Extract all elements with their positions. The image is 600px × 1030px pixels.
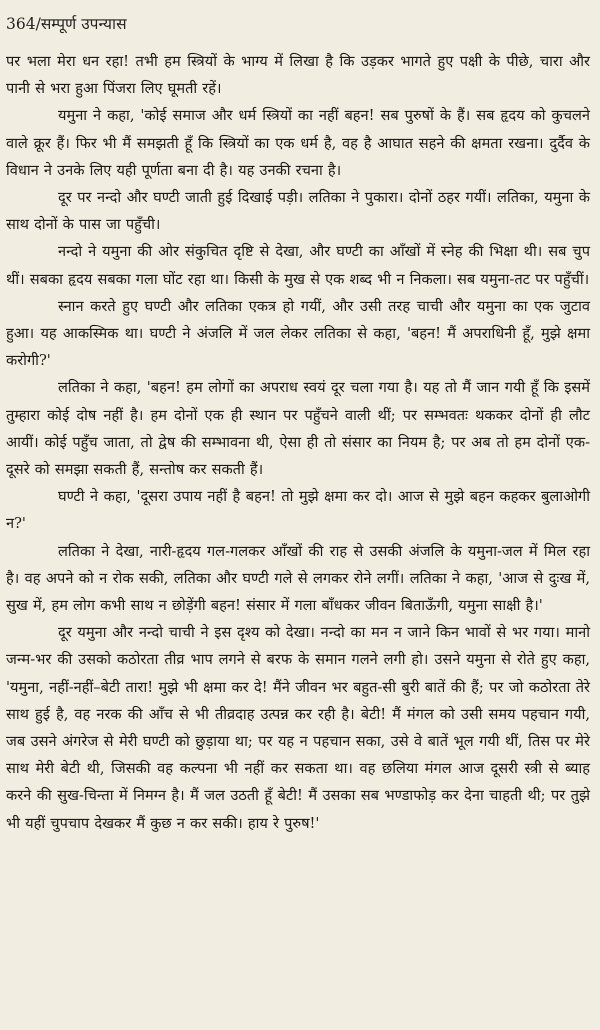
page-number: 364	[6, 15, 36, 33]
body-text	[6, 48, 590, 837]
paragraph: नन्दो ने यमुना की ओर संकुचित दृष्टि से देखा, और घण्टी का आँखों में स्नेह की भिक्षा थी। सब चुप थीं। सबका हृदय सबका गला घोंट रहा था। किसी के मुख से एक शब्द भी न निकला। सब यमुना-तट पर पहुँचीं।	[6, 243, 590, 288]
paragraph: दूर पर नन्दो और घण्टी जाती हुई दिखाई पड़ी। लतिका ने पुकारा। दोनों ठहर गयीं। लतिका, यमुना के साथ दोनों के पास जा पहुँची।	[6, 189, 590, 234]
paragraph: घण्टी ने कहा, 'दूसरा उपाय नहीं है बहन! तो मुझे क्षमा कर दो। आज से मुझे बहन कहकर बुलाओगी न?'	[6, 488, 590, 533]
book-title: सम्पूर्ण उपन्यास	[40, 15, 127, 33]
page-header: 364/सम्पूर्ण उपन्यास	[6, 15, 127, 33]
paragraph: यमुना ने कहा, 'कोई समाज और धर्म स्त्रियों का नहीं बहन! सब पुरुषों के हैं। सब हृदय को कुचलने वाले क्रूर हैं। फिर भी मैं समझती हूँ कि स्त्रियों का एक धर्म है, वह है आघात सहने की क्षमता रखना। दुर्दैव के विधान ने उनके लिए यही पूर्णता बना दी है। यह उनकी रचना है।	[6, 107, 590, 179]
paragraph: स्नान करते हुए घण्टी और लतिका एकत्र हो गयीं, और उसी तरह चाची और यमुना का एक जुटाव हुआ। यह आकस्मिक था। घण्टी ने अंजलि में जल लेकर लतिका से कहा, 'बहन! मैं अपराधिनी हूँ, मुझे क्षमा करोगी?'	[6, 297, 590, 370]
paragraph: लतिका ने देखा, नारी-हृदय गल-गलकर आँखों की राह से उसकी अंजलि के यमुना-जल में मिल रहा है। वह अपने को न रोक सकी, लतिका और घण्टी गले से लगकर रोने लगीं। लतिका ने कहा, 'आज से दुःख में, सुख में, हम लोग कभी साथ न छोड़ेंगी बहन! संसार में गला बाँधकर जीवन बिताऊँगी, यमुना साक्षी है।'	[6, 542, 590, 615]
paragraph: लतिका ने कहा, 'बहन! हम लोगों का अपराध स्वयं दूर चला गया है। यह तो मैं जान गयी हूँ कि इसमें तुम्हारा कोई दोष नहीं है। हम दोनों एक ही स्थान पर पहुँचने वाली थीं; पर सम्भवतः थककर दोनों ही लौट आयीं। कोई पहुँच जाता, तो द्वेष की सम्भावना थी, ऐसा ही तो संसार का नियम है; पर अब तो हम दोनों एक-दूसरे को समझा सकती हैं, सन्तोष कर सकती हैं।	[6, 379, 590, 479]
paragraph: दूर यमुना और नन्दो चाची ने इस दृश्य को देखा। नन्दो का मन न जाने किन भावों से भर गया। मानो जन्म-भर की उसको कठोरता तीव्र भाप लगने से बरफ के समान गलने लगी हो। उसने यमुना से रोते हुए कहा, 'यमुना, नहीं-नहीं–बेटी तारा! मुझे भी क्षमा कर दे! मैंने जीवन भर बहुत-सी बुरी बातें की हैं; पर जो कठोरता तेरे साथ हुई है, वह नरक की आँच से भी तीव्रदाह उत्पन्न कर रही है। बेटी! मैं मंगल को उसी समय पहचान गयी, जब उसने अंगरेज से मेरी घण्टी को छुड़ाया था; पर यह न पहचान सका, उसे वे बातें भूल गयी थीं, तिस पर मेरे साथ मेरी बेटी थी, जिसकी वह कल्पना भी नहीं कर सकता था। वह छलिया मंगल आज दूसरी स्त्री से ब्याह करने की सुख-चिन्ता में निमग्न है। मैं जल उठती हूँ बेटी! मैं उसका सब भण्डाफोड़ कर देना चाहती थी; पर तुझे भी यहीं चुपचाप देखकर मैं कुछ न कर सकी। हाय रे पुरुष!'	[6, 624, 590, 832]
paragraph: पर भला मेरा धन रहा! तभी हम स्त्रियों के भाग्य में लिखा है कि उड़कर भागते हुए पक्षी के पीछे, चारा और पानी से भरा हुआ पिंजरा लिए घूमती रहें।	[6, 53, 590, 98]
